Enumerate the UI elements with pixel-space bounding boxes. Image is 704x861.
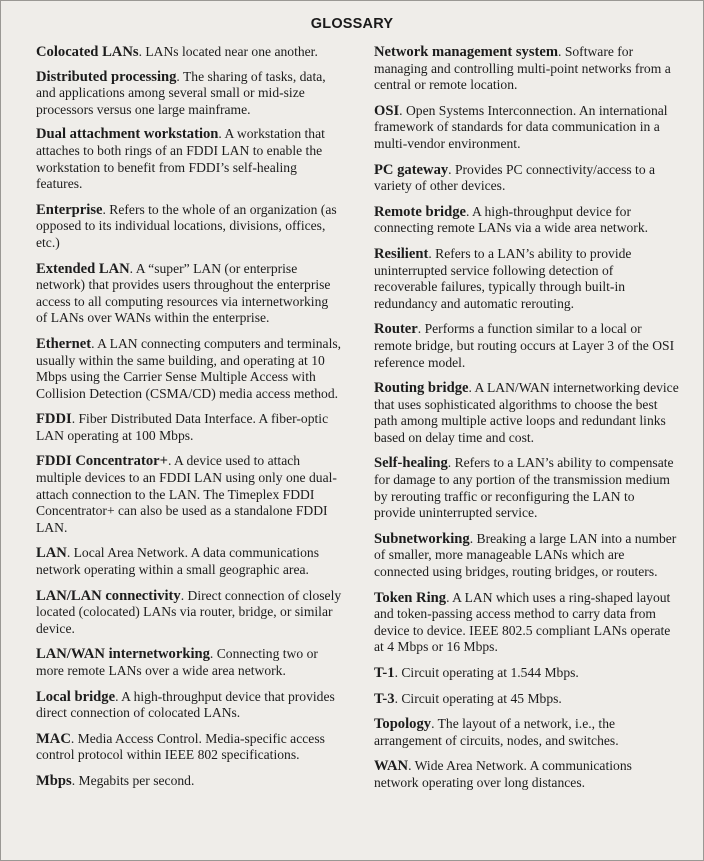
glossary-entry: FDDI Concentrator+. A device used to attach multiple devices to an FDDI LAN using only one dual-attach connection to the LAN. The Timeplex FDDI Concentrator+ can also be used as a standalone FDDI LAN. xyxy=(36,453,337,535)
glossary-definition: Refers to a LAN’s ability to provide uninterrupted service following detection of recoverable failures, typically through built-in redundancy and automatic rerouting. xyxy=(374,245,632,311)
glossary-definition: Refers to the whole of an organization (as opposed to its individual locations, divisions, offices, etc.) xyxy=(36,201,337,250)
glossary-definition: Fiber Distributed Data Interface. A fiber-optic LAN operating at 100 Mbps. xyxy=(36,411,329,443)
glossary-term: LAN/LAN connectivity xyxy=(36,587,181,604)
glossary-definition: LANs located near one another. xyxy=(145,44,318,59)
glossary-definition: Open Systems Interconnection. An international framework of standards for data communication in a multi-vendor environment. xyxy=(374,102,668,151)
glossary-term: FDDI xyxy=(36,411,72,428)
glossary-term: Remote bridge xyxy=(374,203,466,220)
glossary-entry: Resilient. Refers to a LAN’s ability to provide uninterrupted service following detection of recoverable failures, typically through built-in redundancy and automatic rerouting. xyxy=(374,245,632,311)
glossary-entry: Self-healing. Refers to a LAN’s ability to compensate for damage to any portion of the transmission medium by rerouting traffic or reconfiguring the LAN to provide uninterrupted service. xyxy=(374,455,674,521)
glossary-term: Network management system xyxy=(374,44,559,60)
glossary-term: Self-healing xyxy=(374,455,448,472)
glossary-term: Enterprise xyxy=(36,201,103,218)
glossary-term: MAC xyxy=(36,730,71,747)
glossary-entry: Subnetworking. Breaking a large LAN into a number of smaller, more manageable LANs which are connected using bridges, routing bridges, or routers. xyxy=(374,530,677,580)
glossary-entry: LAN/WAN internetworking. Connecting two or more remote LANs over a wide area network. xyxy=(36,646,318,678)
glossary-definition: Megabits per second. xyxy=(78,772,195,788)
glossary-definition: Circuit operating at 1.544 Mbps. xyxy=(401,665,579,680)
glossary-entry: FDDI. Fiber Distributed Data Interface. A fiber-optic LAN operating at 100 Mbps. xyxy=(36,411,329,443)
glossary-term: Dual attachment workstation xyxy=(36,126,219,143)
glossary-definition: A device used to attach multiple devices to an FDDI LAN using only one dual-attach connection to the LAN. The Timeplex FDDI Concentrator+ can also be used as a standalone FDDI LAN. xyxy=(36,453,337,535)
glossary-definition: Wide Area Network. A communications network operating over long distances. xyxy=(374,758,632,790)
glossary-entry: Enterprise. Refers to the whole of an organization (as opposed to its individual locations, divisions, offices, etc.) xyxy=(36,201,337,250)
glossary-definition: Refers to a LAN’s ability to compensate for damage to any portion of the transmission medium by rerouting traffic or reconfiguring the LAN to provide uninterrupted service. xyxy=(374,455,674,521)
glossary-definition: Media Access Control. Media-specific access control protocol within IEEE 802 specifications. xyxy=(36,730,325,763)
glossary-term: T-1 xyxy=(374,665,395,681)
glossary-term: Routing bridge xyxy=(374,380,469,397)
glossary-entry: Colocated LANs. LANs located near one another. xyxy=(36,44,318,60)
glossary-term: Subnetworking xyxy=(374,530,470,547)
glossary-term: LAN/WAN internetworking xyxy=(36,646,210,663)
glossary-entry: T-3. Circuit operating at 45 Mbps. xyxy=(374,690,562,707)
glossary-term: Extended LAN xyxy=(36,260,130,277)
glossary-definition: A LAN/WAN internetworking device that uses sophisticated algorithms to choose the best path among multiple active loops and redundant links based on delay time and cost. xyxy=(374,380,679,445)
glossary-term: Colocated LANs xyxy=(36,44,139,60)
glossary-definition: Circuit operating at 45 Mbps. xyxy=(401,690,562,706)
glossary-entry: Extended LAN. A “super” LAN (or enterprise network) that provides users throughout the enterprise access to all computing resources via internetworking of LANs over WANs within the enterprise. xyxy=(36,260,331,326)
glossary-definition: Provides PC connectivity/access to a variety of other devices. xyxy=(374,161,656,194)
glossary-entry: Ethernet. A LAN connecting computers and terminals, usually within the same building, and operating at 10 Mbps using the Carrier Sense Multiple Access with Collision Detection (CSMA/CD) media access method. xyxy=(36,335,342,401)
page-title: GLOSSARY xyxy=(310,16,394,32)
glossary-entry: Distributed processing. The sharing of tasks, data, and applications among several small or mid-size processors versus one large mainframe. xyxy=(36,68,326,117)
glossary-definition: A high-throughput device that provides direct connection of colocated LANs. xyxy=(36,688,335,721)
glossary-entry: MAC. Media Access Control. Media-specific access control protocol within IEEE 802 specifications. xyxy=(36,730,325,763)
glossary-definition: A workstation that attaches to both rings of an FDDI LAN to enable the workstation to benefit from FDDI’s self-healing features. xyxy=(36,126,325,192)
glossary-entry: Network management system. Software for managing and controlling multi-point networks from a central or remote location. xyxy=(374,44,671,93)
glossary-term: WAN xyxy=(374,758,409,775)
glossary-definition: Performs a function similar to a local or remote bridge, but routing occurs at Layer 3 of the OSI reference model. xyxy=(374,321,675,370)
glossary-definition: Connecting two or more remote LANs over a wide area network. xyxy=(36,646,318,678)
glossary-entry: Topology. The layout of a network, i.e., the arrangement of circuits, nodes, and switches. xyxy=(374,716,619,748)
glossary-term: Topology xyxy=(374,716,432,733)
glossary-entry: Router. Performs a function similar to a local or remote bridge, but routing occurs at Layer 3 of the OSI reference model. xyxy=(374,321,675,370)
glossary-entry: PC gateway. Provides PC connectivity/access to a variety of other devices. xyxy=(374,161,656,194)
glossary-term: LAN xyxy=(36,545,67,562)
glossary-term: Distributed processing xyxy=(36,68,177,85)
glossary-definition: Direct connection of closely located (colocated) LANs via router, bridge, or similar device. xyxy=(36,587,342,636)
glossary-entry: Token Ring. A LAN which uses a ring-shaped layout and token-passing access method to carry data from device to device. IEEE 802.5 compliant LANs operate at 4 Mbps or 16 Mbps. xyxy=(374,589,671,655)
glossary-term: PC gateway xyxy=(374,161,449,178)
glossary-term: OSI xyxy=(374,102,400,119)
glossary-entry: Remote bridge. A high-throughput device for connecting remote LANs via a wide area network. xyxy=(374,203,649,236)
glossary-term: Ethernet xyxy=(36,335,92,352)
glossary-definition: Software for managing and controlling multi-point networks from a central or remote location. xyxy=(374,44,671,93)
glossary-definition: Breaking a large LAN into a number of smaller, more manageable LANs which are connected using bridges, routing bridges, or routers. xyxy=(374,530,677,580)
glossary-right-column xyxy=(374,44,679,792)
glossary-definition: The layout of a network, i.e., the arrangement of circuits, nodes, and switches. xyxy=(374,716,619,748)
glossary-entry: Mbps. Megabits per second. xyxy=(36,772,195,789)
glossary-term: Resilient xyxy=(374,245,429,262)
glossary-entry: LAN/LAN connectivity. Direct connection of closely located (colocated) LANs via router, bridge, or similar device. xyxy=(36,587,342,636)
glossary-entry: OSI. Open Systems Interconnection. An international framework of standards for data communication in a multi-vendor environment. xyxy=(374,102,668,151)
glossary-definition: A LAN connecting computers and terminals, usually within the same building, and operating at 10 Mbps using the Carrier Sense Multiple Access with Collision Detection (CSMA/CD) media access method. xyxy=(36,335,342,401)
glossary-entry: T-1. Circuit operating at 1.544 Mbps. xyxy=(374,665,579,681)
glossary-term: Local bridge xyxy=(36,688,116,705)
glossary-entry: Dual attachment workstation. A workstation that attaches to both rings of an FDDI LAN to enable the workstation to benefit from FDDI’s self-healing features. xyxy=(36,126,325,192)
glossary-term: Router xyxy=(374,321,418,338)
glossary-definition: The sharing of tasks, data, and applications among several small or mid-size processors versus one large mainframe. xyxy=(36,68,326,117)
glossary-term: Mbps xyxy=(36,772,72,789)
glossary-entry: Local bridge. A high-throughput device that provides direct connection of colocated LANs. xyxy=(36,688,335,721)
glossary-definition: A LAN which uses a ring-shaped layout and token-passing access method to carry data from device to device. IEEE 802.5 compliant LANs operate at 4 Mbps or 16 Mbps. xyxy=(374,589,671,655)
glossary-left-column xyxy=(36,44,342,790)
glossary-term: FDDI Concentrator+ xyxy=(36,453,168,470)
glossary-term: Token Ring xyxy=(374,589,447,606)
glossary-entry: WAN. Wide Area Network. A communications network operating over long distances. xyxy=(374,758,632,790)
glossary-entry: LAN. Local Area Network. A data communications network operating within a small geographic area. xyxy=(36,545,319,578)
glossary-entry: Routing bridge. A LAN/WAN internetworking device that uses sophisticated algorithms to choose the best path among multiple active loops and redundant links based on delay time and cost. xyxy=(374,380,679,445)
glossary-definition: A high-throughput device for connecting remote LANs via a wide area network. xyxy=(374,203,649,236)
glossary-definition: A “super” LAN (or enterprise network) that provides users throughout the enterprise access to all computing resources via internetworking of LANs over WANs within the enterprise. xyxy=(36,260,331,326)
glossary-definition: Local Area Network. A data communications network operating within a small geographic area. xyxy=(36,545,319,578)
glossary-term: T-3 xyxy=(374,690,395,707)
